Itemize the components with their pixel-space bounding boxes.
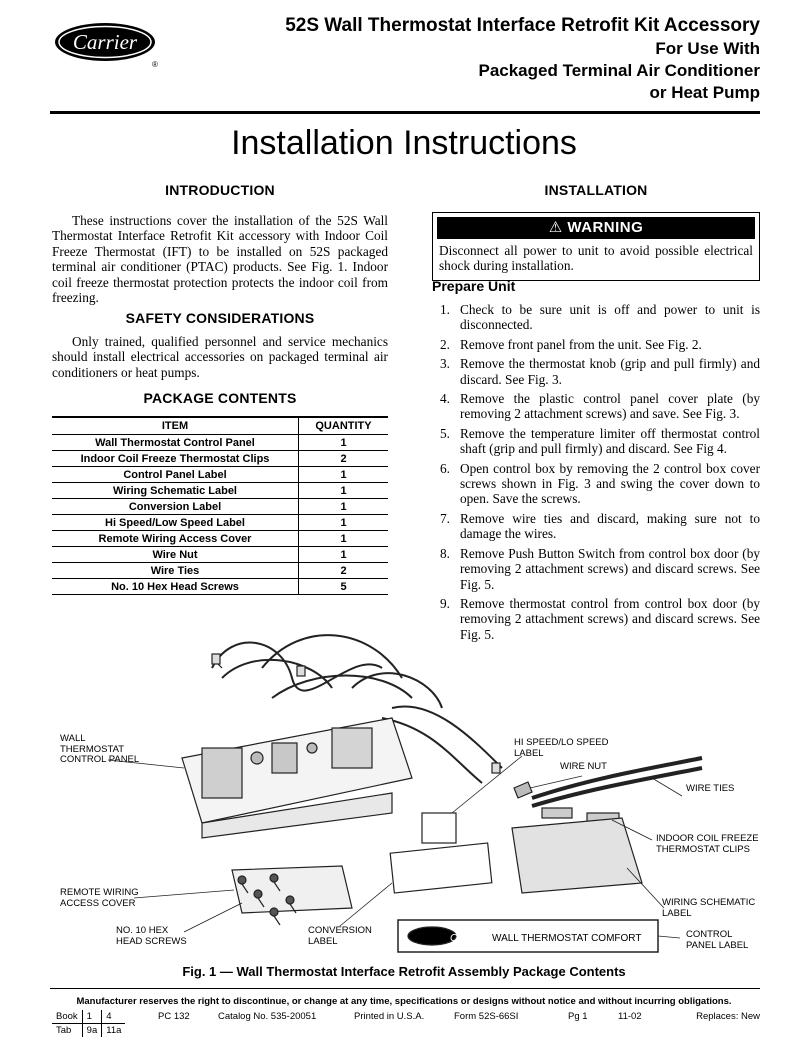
title-line-4: or Heat Pump xyxy=(649,83,760,102)
step-number: 3. xyxy=(440,356,450,372)
table-row xyxy=(52,451,388,467)
step-number: 6. xyxy=(440,460,450,476)
column-header-item: ITEM xyxy=(52,417,299,435)
figure-1 xyxy=(52,608,760,958)
quantity-cell: 1 xyxy=(299,547,389,563)
label-wiring-schematic: WIRING SCHEMATIC LABEL xyxy=(662,897,756,919)
label-remote-cover: REMOTE WIRING ACCESS COVER xyxy=(60,887,139,909)
column-header-quantity: QUANTITY xyxy=(299,417,389,435)
tab-a: 9a xyxy=(82,1024,102,1038)
svg-text:Carrier: Carrier xyxy=(450,933,481,944)
item-cell: Remote Wiring Access Cover xyxy=(52,531,299,547)
book-a: 1 xyxy=(82,1010,102,1024)
step-number: 2. xyxy=(440,336,450,352)
header-rule xyxy=(50,111,760,114)
table-row xyxy=(52,467,388,483)
item-cell: Wall Thermostat Control Panel xyxy=(52,435,299,451)
label-ift-clips: INDOOR COIL FREEZE THERMOSTAT CLIPS xyxy=(656,833,759,855)
footer-page: Pg 1 xyxy=(568,1011,588,1022)
book-b: 4 xyxy=(102,1010,126,1024)
prepare-unit-heading: Prepare Unit xyxy=(432,278,516,294)
introduction-section xyxy=(52,182,388,198)
disclaimer: Manufacturer reserves the right to discontinue, or change at any time, specifications or designs without notice and without incurring obligations. xyxy=(76,996,732,1007)
installation-section xyxy=(432,182,760,198)
list-item xyxy=(432,356,760,387)
item-cell: Wire Ties xyxy=(52,563,299,579)
list-item xyxy=(432,302,760,333)
installation-heading: INSTALLATION xyxy=(544,182,648,198)
logo-text: Carrier xyxy=(72,30,138,54)
quantity-cell: 1 xyxy=(299,531,389,547)
quantity-cell: 1 xyxy=(299,515,389,531)
label-hi-lo: HI SPEED/LO SPEED LABEL xyxy=(514,737,609,759)
svg-text:®: ® xyxy=(152,60,158,69)
title-line-1: 52S Wall Thermostat Interface Retrofit Kit Accessory xyxy=(285,15,760,36)
list-item xyxy=(432,337,760,352)
warning-text: Disconnect all power to unit to avoid possible electrical shock during installation. xyxy=(439,243,753,274)
list-item xyxy=(432,546,760,592)
quantity-cell: 1 xyxy=(299,499,389,515)
list-item xyxy=(432,426,760,457)
step-number: 5. xyxy=(440,425,450,441)
table-header-row xyxy=(52,417,388,435)
package-contents-table xyxy=(52,416,388,595)
footer-line xyxy=(52,1011,760,1023)
warning-box xyxy=(432,212,760,281)
footer-form: Form 52S-66SI xyxy=(454,1011,519,1022)
step-number: 4. xyxy=(440,391,450,407)
table-row xyxy=(52,563,388,579)
step-number: 8. xyxy=(440,545,450,561)
footer-printed: Printed in U.S.A. xyxy=(354,1011,425,1022)
list-item xyxy=(432,461,760,507)
table-row xyxy=(52,547,388,563)
assembly-illustration xyxy=(52,608,760,958)
table-row xyxy=(52,515,388,531)
panel-label-text: WALL THERMOSTAT COMFORT xyxy=(492,933,642,944)
label-wire-nut: WIRE NUT xyxy=(560,761,607,772)
package-contents-heading: PACKAGE CONTENTS xyxy=(143,390,297,406)
page-title: Installation Instructions xyxy=(231,124,577,162)
step-text: Remove wire ties and discard, making sure not to damage the wires. xyxy=(460,510,760,542)
quantity-cell: 2 xyxy=(299,563,389,579)
step-text: Remove thermostat control from control box door (by removing 2 attachment screws) and discard screws. See Fig. 5. xyxy=(460,595,760,642)
label-screws: NO. 10 HEX HEAD SCREWS xyxy=(116,925,187,947)
quantity-cell: 1 xyxy=(299,483,389,499)
title-block xyxy=(285,14,760,104)
label-wire-ties: WIRE TIES xyxy=(686,783,735,794)
item-cell: Wire Nut xyxy=(52,547,299,563)
label-wall-panel: WALL THERMOSTAT CONTROL PANEL xyxy=(60,733,140,765)
table-row xyxy=(52,499,388,515)
item-cell: Wiring Schematic Label xyxy=(52,483,299,499)
step-number: 1. xyxy=(440,302,450,317)
tab-b: 11a xyxy=(106,1025,122,1036)
introduction-heading: INTRODUCTION xyxy=(165,182,275,198)
footer-catalog: Catalog No. 535-20051 xyxy=(218,1011,317,1022)
title-line-3: Packaged Terminal Air Conditioner xyxy=(478,61,760,80)
footer-date: 11-02 xyxy=(618,1011,642,1022)
introduction-text: These instructions cover the installation of the 52S Wall Thermostat Interface Retrofit Kit accessory with Indoor Coil Freeze Thermostat (IFT) to be installed on 52S packaged terminal air conditioner (PTAC) products. See Fig. 1. Indoor coil freeze thermostat protection protects the indoor coil from freezing. xyxy=(52,213,388,306)
safety-text: Only trained, qualified personnel and service mechanics should install electrical accessories on packaged terminal air conditioners or heat pumps. xyxy=(52,334,388,380)
warning-bar xyxy=(437,217,755,239)
warning-icon: ⚠ xyxy=(548,219,563,236)
step-text: Open control box by removing the 2 control box cover screws shown in Fig. 3 and swing the cover down to open. Save the screws. xyxy=(460,460,760,507)
footer-pc: PC 132 xyxy=(158,1011,190,1022)
table-row xyxy=(52,483,388,499)
carrier-logo xyxy=(52,20,162,70)
step-text: Remove Push Button Switch from control box door (by removing 2 attachment screws) and discard screws. See Fig. 5. xyxy=(460,545,760,592)
list-item xyxy=(432,391,760,422)
tab-label: Tab xyxy=(52,1024,82,1038)
package-contents-section xyxy=(52,390,388,406)
table-row xyxy=(52,579,388,595)
step-text: Check to be sure unit is off and power to unit is disconnected. xyxy=(460,302,760,333)
figure-caption: Fig. 1 — Wall Thermostat Interface Retrofit Assembly Package Contents xyxy=(182,964,626,979)
item-cell: Control Panel Label xyxy=(52,467,299,483)
warning-label: WARNING xyxy=(567,219,644,236)
step-text: Remove the temperature limiter off thermostat control shaft (grip and pull firmly) and discard. See Fig 4. xyxy=(460,425,760,457)
quantity-cell: 5 xyxy=(299,579,389,595)
title-line-2: For Use With xyxy=(655,39,760,58)
quantity-cell: 1 xyxy=(299,435,389,451)
quantity-cell: 1 xyxy=(299,467,389,483)
quantity-cell: 2 xyxy=(299,451,389,467)
step-number: 9. xyxy=(440,595,450,611)
table-row xyxy=(52,435,388,451)
footer-rule xyxy=(50,988,760,989)
list-item xyxy=(432,511,760,542)
step-text: Remove the plastic control panel cover plate (by removing 2 attachment screws) and save. See Fig. 3. xyxy=(460,391,760,422)
step-text: Remove front panel from the unit. See Fig. 2. xyxy=(460,336,702,352)
table-row xyxy=(52,531,388,547)
safety-heading: SAFETY CONSIDERATIONS xyxy=(125,310,315,326)
item-cell: Conversion Label xyxy=(52,499,299,515)
book-label: Book xyxy=(52,1010,82,1024)
item-cell: No. 10 Hex Head Screws xyxy=(52,579,299,595)
installation-steps xyxy=(432,302,760,646)
item-cell: Hi Speed/Low Speed Label xyxy=(52,515,299,531)
item-cell: Indoor Coil Freeze Thermostat Clips xyxy=(52,451,299,467)
safety-section xyxy=(52,310,388,326)
label-conversion: CONVERSION LABEL xyxy=(308,925,372,947)
step-number: 7. xyxy=(440,510,450,526)
step-text: Remove the thermostat knob (grip and pull firmly) and discard. See Fig. 3. xyxy=(460,356,760,387)
label-control-panel: CONTROL PANEL LABEL xyxy=(686,929,749,951)
footer-replaces: Replaces: New xyxy=(696,1011,760,1022)
